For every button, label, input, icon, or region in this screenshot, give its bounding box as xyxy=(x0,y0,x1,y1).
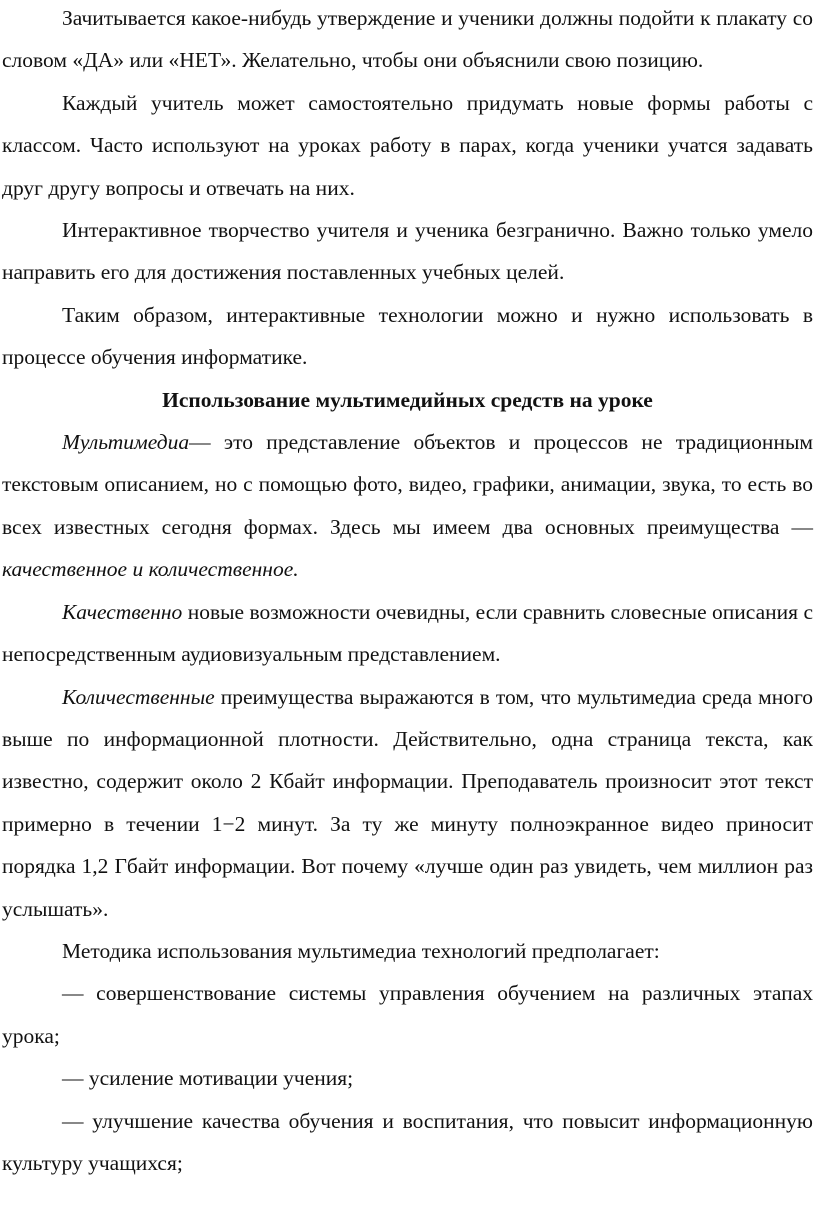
term-qualitative: Качественно xyxy=(62,599,183,624)
paragraph-multimedia-definition xyxy=(2,421,813,591)
list-item: — совершенствование системы управления обучением на различных этапах урока; xyxy=(2,981,813,1048)
quantitative-text: преимущества выражаются в том, что мультимедиа среда много выше по информационной плотности. Действительно, одна страница текста, как известно, содержит около 2 Кбайт информации. Преподаватель произносит этот текст примерно в течении 1−2 минут. За ту же минуту полноэкранное видео приносит порядка 1,2 Гбайт информации. Вот почему «лучше один раз увидеть, чем миллион раз услышать». xyxy=(2,684,813,921)
paragraph-methodology: Методика использования мультимедиа технологий предполагает: xyxy=(62,938,660,963)
paragraph-statement-game: Зачитывается какое-нибудь утверждение и ученики должны подойти к плакату со словом «ДА» или «НЕТ». Желательно, чтобы они объяснили свою позицию. xyxy=(2,6,813,73)
term-multimedia: Мультимедиа xyxy=(62,430,190,455)
paragraph-conclusion: Таким образом, интерактивные технологии можно и нужно использовать в процессе обучения информатике. xyxy=(2,302,813,370)
qualitative-text: новые возможности очевидны, если сравнить словесные описания с непосредственным аудиовизуальным представлением. xyxy=(2,599,813,667)
paragraph-new-forms: Каждый учитель может самостоятельно придумать новые формы работы с классом. Часто используют на уроках работу в парах, когда ученики учатся задавать друг другу вопросы и отвечать на них. xyxy=(2,90,813,200)
list-item: — усиление мотивации учения; xyxy=(62,1066,354,1091)
list-item: — улучшение качества обучения и воспитания, что повысит информационную культуру учащихся; xyxy=(2,1108,813,1175)
document-page xyxy=(2,0,813,1184)
definition-text: — это представление объектов и процессов не традиционным текстовым описанием, но с помощью фото, видео, графики, анимации, звука, то есть во всех известных сегодня формах. Здесь мы имеем два основных преимущества — xyxy=(2,430,813,539)
term-quantitative: Количественные xyxy=(62,684,215,709)
section-heading: Использование мультимедийных средств на уроке xyxy=(162,387,653,412)
advantages-terms: качественное и количественное. xyxy=(2,557,299,582)
paragraph-interactive-creativity: Интерактивное творчество учителя и ученика безгранично. Важно только умело направить его для достижения поставленных учебных целей. xyxy=(2,218,813,285)
paragraph-qualitative xyxy=(2,591,813,676)
paragraph-quantitative xyxy=(2,676,813,930)
